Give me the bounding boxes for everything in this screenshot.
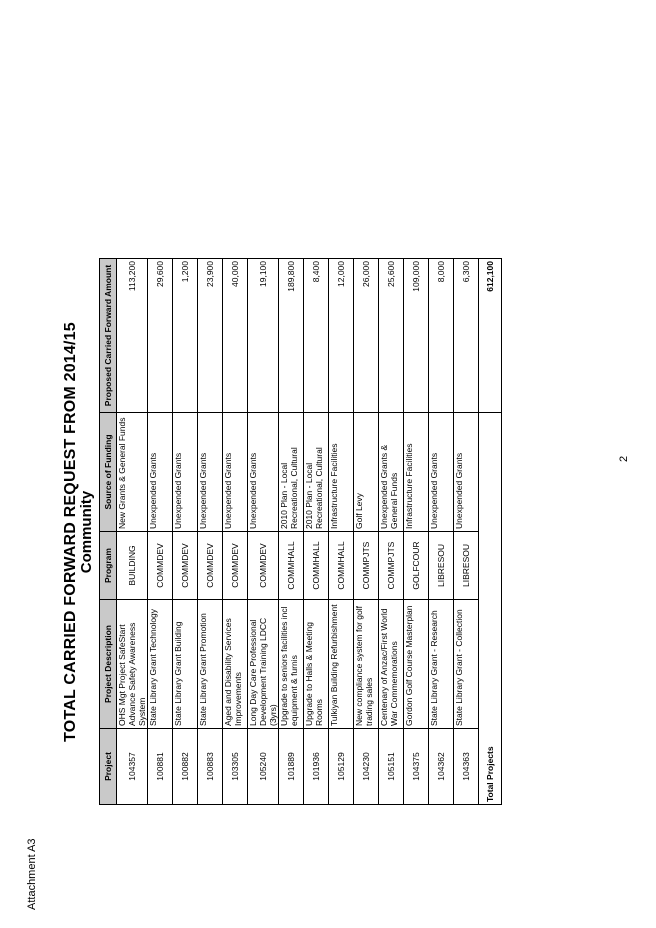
cell-amount: 40,000 bbox=[223, 259, 248, 413]
cell-project: 100881 bbox=[148, 729, 173, 805]
cell-description: Long Day Care Professional Development Training LDCC (3yrs) bbox=[248, 600, 279, 729]
cell-source: Unexpended Grants & General Funds bbox=[379, 413, 404, 532]
table-header-row bbox=[100, 259, 117, 805]
cell-source: Unexpended Grants bbox=[148, 413, 173, 532]
cell-project: 101936 bbox=[304, 729, 329, 805]
table-row bbox=[173, 259, 198, 805]
cell-description: State Library Grant Technology bbox=[148, 600, 173, 729]
cell-source: Unexpended Grants bbox=[454, 413, 479, 532]
header-source: Source of Funding bbox=[100, 413, 117, 532]
cell-amount: 1,200 bbox=[173, 259, 198, 413]
header-project: Project bbox=[100, 729, 117, 805]
cell-amount: 25,600 bbox=[379, 259, 404, 413]
carried-forward-table bbox=[99, 258, 502, 805]
cell-amount: 23,900 bbox=[198, 259, 223, 413]
page-number: 2 bbox=[618, 455, 630, 462]
cell-program: COMMHALL bbox=[304, 532, 329, 600]
cell-source: 2010 Plan - Local Recreational, Cultural bbox=[279, 413, 304, 532]
cell-description: Upgrade to seniors facilities incl equipment & furnis bbox=[279, 600, 304, 729]
page-title: TOTAL CARRIED FORWARD REQUEST FROM 2014/15 bbox=[62, 322, 79, 742]
cell-project: 105129 bbox=[329, 729, 354, 805]
cell-program: COMMDEV bbox=[223, 532, 248, 600]
table-row bbox=[379, 259, 404, 805]
cell-program: COMMDEV bbox=[198, 532, 223, 600]
table-row bbox=[329, 259, 354, 805]
table-row bbox=[354, 259, 379, 805]
table-row bbox=[429, 259, 454, 805]
header-program: Program bbox=[100, 532, 117, 600]
cell-program: LIBRESOU bbox=[429, 532, 454, 600]
cell-program: COMMPJTS bbox=[354, 532, 379, 600]
page-subtitle: Community bbox=[78, 490, 95, 574]
cell-amount: 29,600 bbox=[148, 259, 173, 413]
cell-source: Unexpended Grants bbox=[223, 413, 248, 532]
cell-project: 100882 bbox=[173, 729, 198, 805]
total-row bbox=[479, 259, 502, 805]
cell-program: COMMDEV bbox=[173, 532, 198, 600]
table-row bbox=[248, 259, 279, 805]
cell-description: State Library Grant - Collection bbox=[454, 600, 479, 729]
cell-amount: 189,800 bbox=[279, 259, 304, 413]
cell-description: Centenary of Anzac/First World War Commemorations bbox=[379, 600, 404, 729]
table-row bbox=[304, 259, 329, 805]
cell-project: 105240 bbox=[248, 729, 279, 805]
cell-program: BUILDING bbox=[117, 532, 148, 600]
cell-source: Unexpended Grants bbox=[173, 413, 198, 532]
cell-amount: 12,000 bbox=[329, 259, 354, 413]
cell-source: New Grants & General Funds bbox=[117, 413, 148, 532]
cell-amount: 26,000 bbox=[354, 259, 379, 413]
cell-source: 2010 Plan - Local Recreational, Cultural bbox=[304, 413, 329, 532]
header-description: Project Description bbox=[100, 600, 117, 729]
cell-description: Gordon Golf Course Masterplan bbox=[404, 600, 429, 729]
cell-source: Infrastructure Facilities bbox=[404, 413, 429, 532]
cell-program: COMMDEV bbox=[248, 532, 279, 600]
cell-project: 104375 bbox=[404, 729, 429, 805]
cell-project: 104363 bbox=[454, 729, 479, 805]
cell-program: GOLFCOUR bbox=[404, 532, 429, 600]
total-amount: 612,100 bbox=[479, 259, 502, 413]
cell-amount: 8,000 bbox=[429, 259, 454, 413]
cell-description: State Library Grant Building bbox=[173, 600, 198, 729]
attachment-label: Attachment A3 bbox=[26, 838, 38, 910]
cell-source: Golf Levy bbox=[354, 413, 379, 532]
table-row bbox=[198, 259, 223, 805]
table-row bbox=[223, 259, 248, 805]
cell-amount: 6,300 bbox=[454, 259, 479, 413]
cell-program: COMMHALL bbox=[279, 532, 304, 600]
cell-project: 100883 bbox=[198, 729, 223, 805]
cell-project: 104230 bbox=[354, 729, 379, 805]
cell-source: Unexpended Grants bbox=[248, 413, 279, 532]
cell-project: 104362 bbox=[429, 729, 454, 805]
cell-source: Unexpended Grants bbox=[198, 413, 223, 532]
header-amount: Proposed Carried Forward Amount bbox=[100, 259, 117, 413]
cell-source: Infrastructure Facilities bbox=[329, 413, 354, 532]
total-label: Total Projects bbox=[479, 413, 502, 805]
cell-description: New compliance system for golf trading sales bbox=[354, 600, 379, 729]
cell-description: Tulkiyan Building Refurbishment bbox=[329, 600, 354, 729]
cell-amount: 8,400 bbox=[304, 259, 329, 413]
cell-description: State Library Grant - Research bbox=[429, 600, 454, 729]
cell-program: COMMHALL bbox=[329, 532, 354, 600]
cell-amount: 109,000 bbox=[404, 259, 429, 413]
cell-amount: 19,100 bbox=[248, 259, 279, 413]
cell-project: 104357 bbox=[117, 729, 148, 805]
cell-project: 105151 bbox=[379, 729, 404, 805]
cell-description: OHS Mgt Project SafeStart Advance Safety Awareness System bbox=[117, 600, 148, 729]
cell-program: COMMDEV bbox=[148, 532, 173, 600]
cell-program: LIBRESOU bbox=[454, 532, 479, 600]
table-row bbox=[148, 259, 173, 805]
cell-description: Aged and Disability Services Improvements bbox=[223, 600, 248, 729]
rotated-page-content bbox=[62, 252, 502, 812]
cell-project: 103305 bbox=[223, 729, 248, 805]
cell-source: Unexpended Grants bbox=[429, 413, 454, 532]
cell-amount: 113,200 bbox=[117, 259, 148, 413]
cell-description: State Library Grant Promotion bbox=[198, 600, 223, 729]
table-row bbox=[454, 259, 479, 805]
table-row bbox=[404, 259, 429, 805]
cell-project: 101889 bbox=[279, 729, 304, 805]
table-row bbox=[117, 259, 148, 805]
cell-program: COMMPJTS bbox=[379, 532, 404, 600]
cell-description: Upgrade to Halls & Meeting Rooms bbox=[304, 600, 329, 729]
table-row bbox=[279, 259, 304, 805]
